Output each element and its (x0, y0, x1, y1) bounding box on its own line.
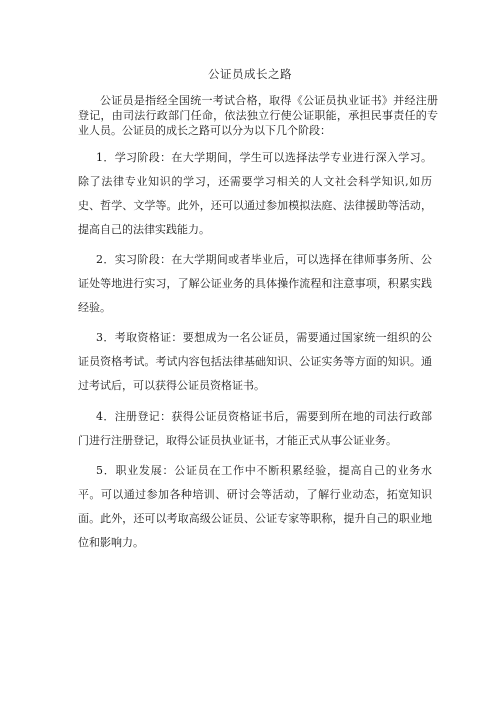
intro-paragraph: 公证员是指经全国统一考试合格，取得《公证员执业证书》并经注册登记，由司法行政部门任命，依法独立行使公证职能，承担民事责任的专业人员。公证员的成长之路可以分为以下几个阶段： (78, 94, 438, 137)
section-study-stage: 1．学习阶段：在大学期间，学生可以选择法学专业进行深入学习。除了法律专业知识的学习，还需要学习相关的人文社会科学知识,如历史、哲学、文学等。此外，还可以通过参加模拟法庭、法律援助等活动，提高自己的法律实践能力。 (78, 151, 432, 236)
section-internship-stage: 2．实习阶段：在大学期间或者毕业后，可以选择在律师事务所、公证处等地进行实习，了解公证业务的具体操作流程和注意事项，积累实践经验。 (78, 253, 432, 314)
section-registration: 4．注册登记：获得公证员资格证书后，需要到所在地的司法行政部门进行注册登记，取得公证员执业证书，才能正式从事公证业务。 (78, 410, 432, 447)
section-qualification-exam: 3．考取资格证：要想成为一名公证员，需要通过国家统一组织的公证员资格考试。考试内容包括法律基础知识、公证实务等方面的知识。通过考试后，可以获得公证员资格证书。 (78, 331, 432, 392)
section-career-development: 5．职业发展：公证员在工作中不断积累经验，提高自己的业务水平。可以通过参加各种培训、研讨会等活动，了解行业动态，拓宽知识面。此外，还可以考取高级公证员、公证专家等职称，提升自己的职业地位和影响力。 (78, 464, 432, 549)
document-title: 公证员成长之路 (208, 67, 292, 81)
